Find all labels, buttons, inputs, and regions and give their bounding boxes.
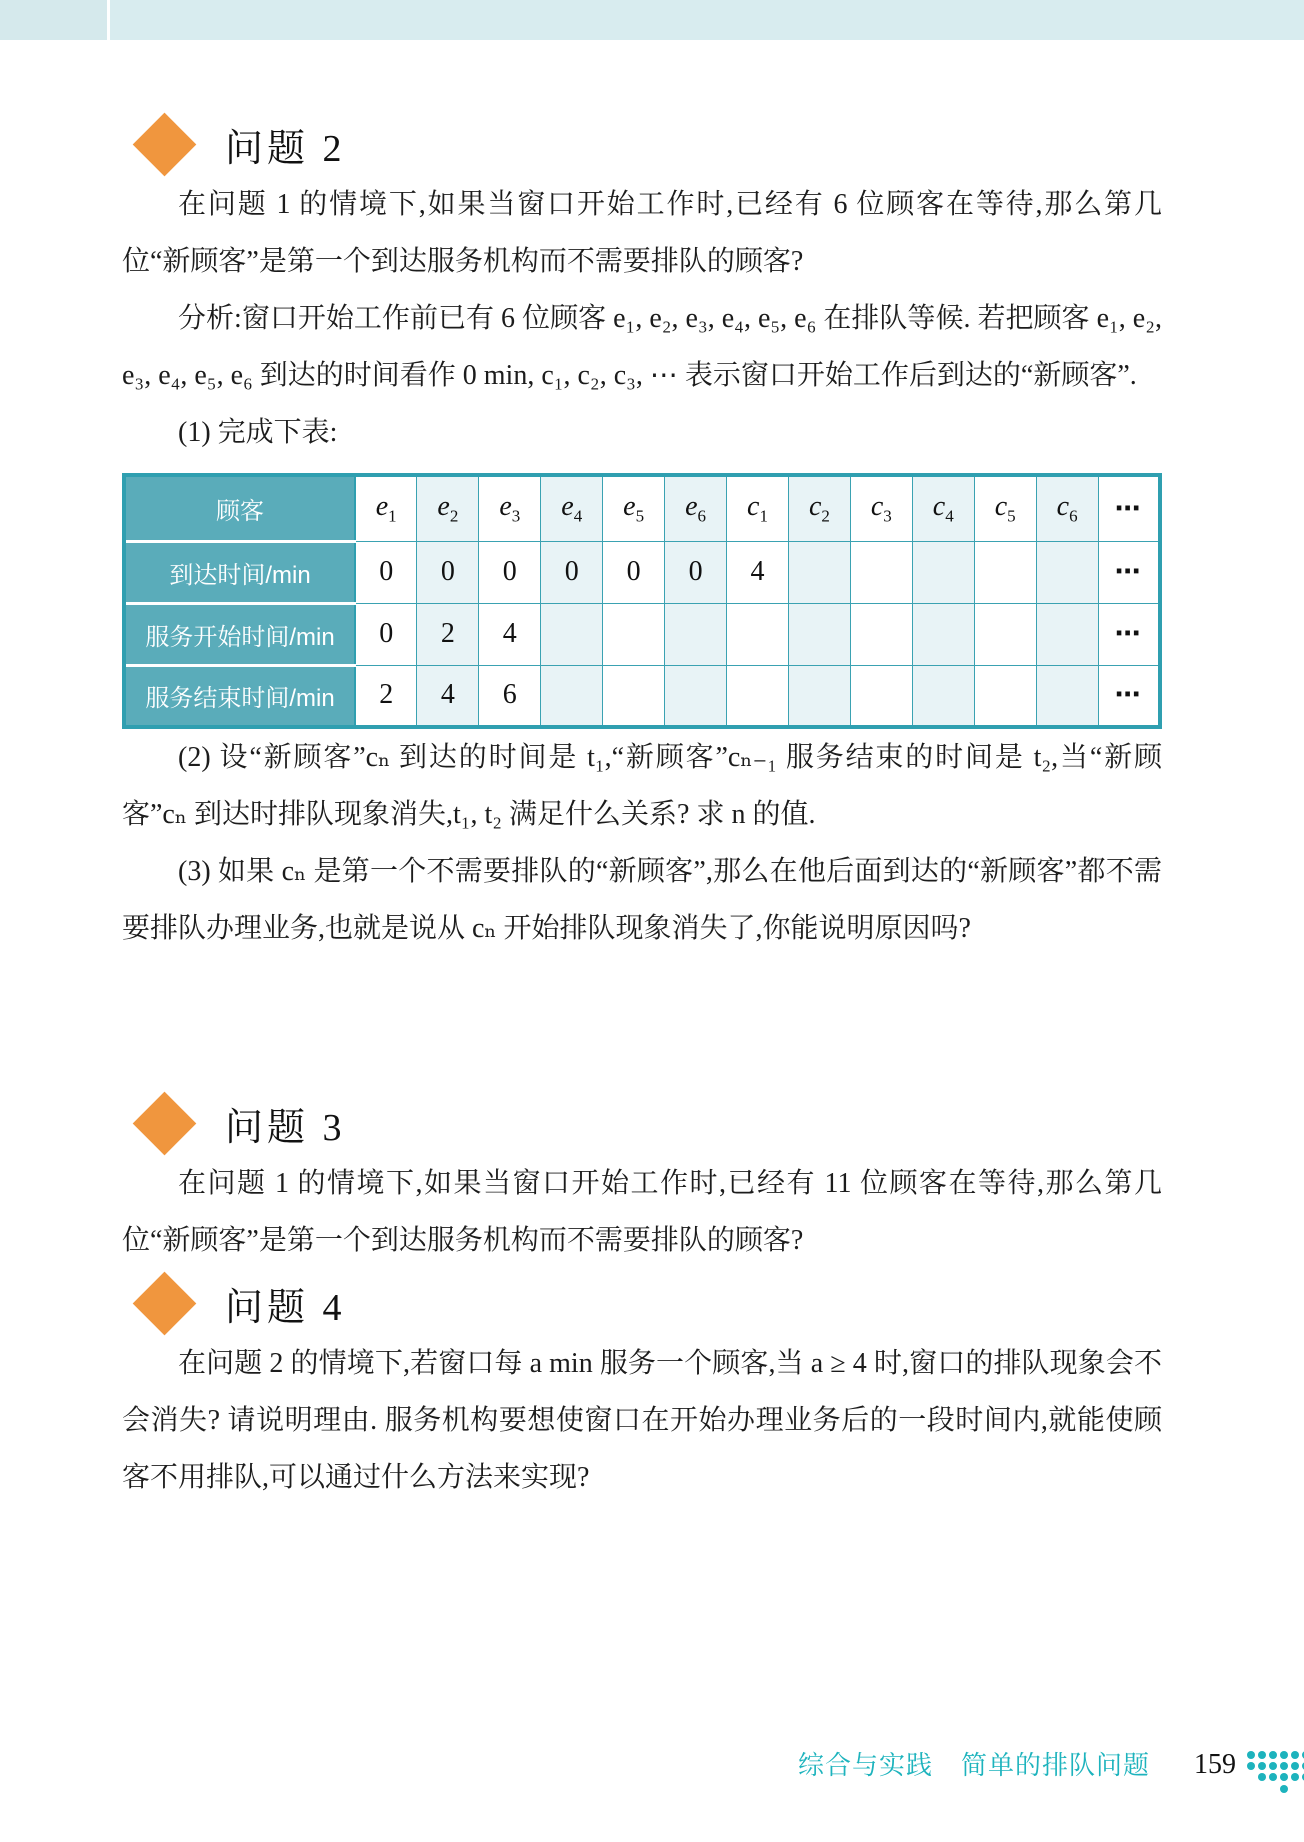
problem2-sub3-paragraph: (3) 如果 cₙ 是第一个不需要排队的“新顾客”,那么在他后面到达的“新顾客”都不需要排队办理业务,也就是说从 cₙ 开始排队现象消失了,你能说明原因吗? xyxy=(122,856,1162,944)
table-cell xyxy=(788,603,850,665)
table-cell xyxy=(665,665,727,727)
page-footer xyxy=(0,1750,1304,1794)
table-cell xyxy=(788,665,850,727)
problem3-heading xyxy=(122,1091,1162,1155)
table-cell xyxy=(850,541,912,603)
table-column-header: $c_5$ xyxy=(974,475,1036,541)
table-cell: ⋯ xyxy=(1098,665,1160,727)
table-column-header: $c_4$ xyxy=(912,475,974,541)
table-column-header: $c_3$ xyxy=(850,475,912,541)
problem4-title: 问题 4 xyxy=(225,1286,346,1329)
table-cell xyxy=(541,665,603,727)
table-column-header: $e_4$ xyxy=(541,475,603,541)
table-cell xyxy=(788,541,850,603)
table-cell: 4 xyxy=(727,541,789,603)
top-bar-left-segment xyxy=(0,0,107,40)
dot-grid-decoration xyxy=(1246,1750,1304,1799)
problem4-heading xyxy=(122,1271,1162,1335)
table-cell xyxy=(727,665,789,727)
table-cell: 0 xyxy=(355,541,417,603)
table-cell xyxy=(974,665,1036,727)
diamond-icon xyxy=(133,1271,197,1335)
table-cell xyxy=(1036,665,1098,727)
footer-breadcrumb xyxy=(798,1750,1150,1780)
table-cell xyxy=(1036,603,1098,665)
table-cell: 6 xyxy=(479,665,541,727)
table-cell xyxy=(665,603,727,665)
table-cell: ⋯ xyxy=(1098,541,1160,603)
table-cell xyxy=(974,603,1036,665)
problem2-sub1-paragraph: (1) 完成下表: xyxy=(178,417,338,448)
table-column-header: $e_5$ xyxy=(603,475,665,541)
table-cell xyxy=(912,665,974,727)
table-column-header: $e_6$ xyxy=(665,475,727,541)
table-column-header: ⋯ xyxy=(1098,475,1160,541)
table-cell: ⋯ xyxy=(1098,603,1160,665)
table-cell xyxy=(850,603,912,665)
diamond-icon xyxy=(133,1091,197,1155)
table-cell xyxy=(850,665,912,727)
table-column-header: $e_2$ xyxy=(417,475,479,541)
table-cell: 0 xyxy=(479,541,541,603)
table-corner-label: 顾客 xyxy=(124,475,355,541)
table-cell: 2 xyxy=(417,603,479,665)
table-cell: 0 xyxy=(417,541,479,603)
page-content xyxy=(122,112,1162,1506)
table-cell xyxy=(912,541,974,603)
table-cell: 0 xyxy=(355,603,417,665)
table-column-header: $e_3$ xyxy=(479,475,541,541)
table-cell xyxy=(974,541,1036,603)
table-cell xyxy=(603,603,665,665)
table-column-header: $c_6$ xyxy=(1036,475,1098,541)
table-row-label: 到达时间/min xyxy=(124,541,355,603)
table-column-header: $c_2$ xyxy=(788,475,850,541)
problem2-intro-paragraph: 在问题 1 的情境下,如果当窗口开始工作时,已经有 6 位顾客在等待,那么第几位“新顾客”是第一个到达服务机构而不需要排队的顾客? xyxy=(122,189,1162,277)
table-cell: 2 xyxy=(355,665,417,727)
table-cell: 0 xyxy=(541,541,603,603)
table-cell: 4 xyxy=(479,603,541,665)
table-cell xyxy=(727,603,789,665)
top-bar-divider xyxy=(107,0,110,40)
problem2-heading xyxy=(122,112,1162,176)
table-cell xyxy=(912,603,974,665)
problem3-title: 问题 3 xyxy=(225,1106,346,1149)
table-row-label: 服务开始时间/min xyxy=(124,603,355,665)
footer-topic-label: 简单的排队问题 xyxy=(960,1750,1150,1780)
problem2-analysis-paragraph: 分析:窗口开始工作前已有 6 位顾客 e₁, e₂, e₃, e₄, e₅, e₆ 在排队等候. 若把顾客 e₁, e₂, e₃, e₄, e₅, e₆ 到达的时间看作 0 min, c₁, c₂, c₃, ⋯ 表示窗口开始工作后到达的“新顾客”. xyxy=(122,303,1162,391)
problem4-intro-paragraph: 在问题 2 的情境下,若窗口每 a min 服务一个顾客,当 a ≥ 4 时,窗口的排队现象会不会消失? 请说明理由. 服务机构要想使窗口在开始办理业务后的一段时间内,就能使顾客不用排队,可以通过什么方法来实现? xyxy=(122,1348,1162,1493)
table-column-header: $e_1$ xyxy=(355,475,417,541)
queue-data-table xyxy=(122,473,1162,729)
diamond-icon xyxy=(133,112,197,176)
problem2-title: 问题 2 xyxy=(225,127,346,170)
table-column-header: $c_1$ xyxy=(727,475,789,541)
table-cell xyxy=(541,603,603,665)
table-cell xyxy=(1036,541,1098,603)
table-cell: 0 xyxy=(665,541,727,603)
page-top-bar xyxy=(0,0,1304,40)
table-cell: 4 xyxy=(417,665,479,727)
table-cell: 0 xyxy=(603,541,665,603)
table-row-label: 服务结束时间/min xyxy=(124,665,355,727)
page-number: 159 xyxy=(1194,1749,1236,1780)
problem2-sub2-paragraph: (2) 设“新顾客”cₙ 到达的时间是 t₁,“新顾客”cₙ₋₁ 服务结束的时间是 t₂,当“新顾客”cₙ 到达时排队现象消失,t₁, t₂ 满足什么关系? 求 n 的值. xyxy=(122,742,1162,830)
footer-section-label: 综合与实践 xyxy=(797,1750,933,1780)
table-cell xyxy=(603,665,665,727)
problem3-intro-paragraph: 在问题 1 的情境下,如果当窗口开始工作时,已经有 11 位顾客在等待,那么第几位“新顾客”是第一个到达服务机构而不需要排队的顾客? xyxy=(122,1168,1162,1256)
